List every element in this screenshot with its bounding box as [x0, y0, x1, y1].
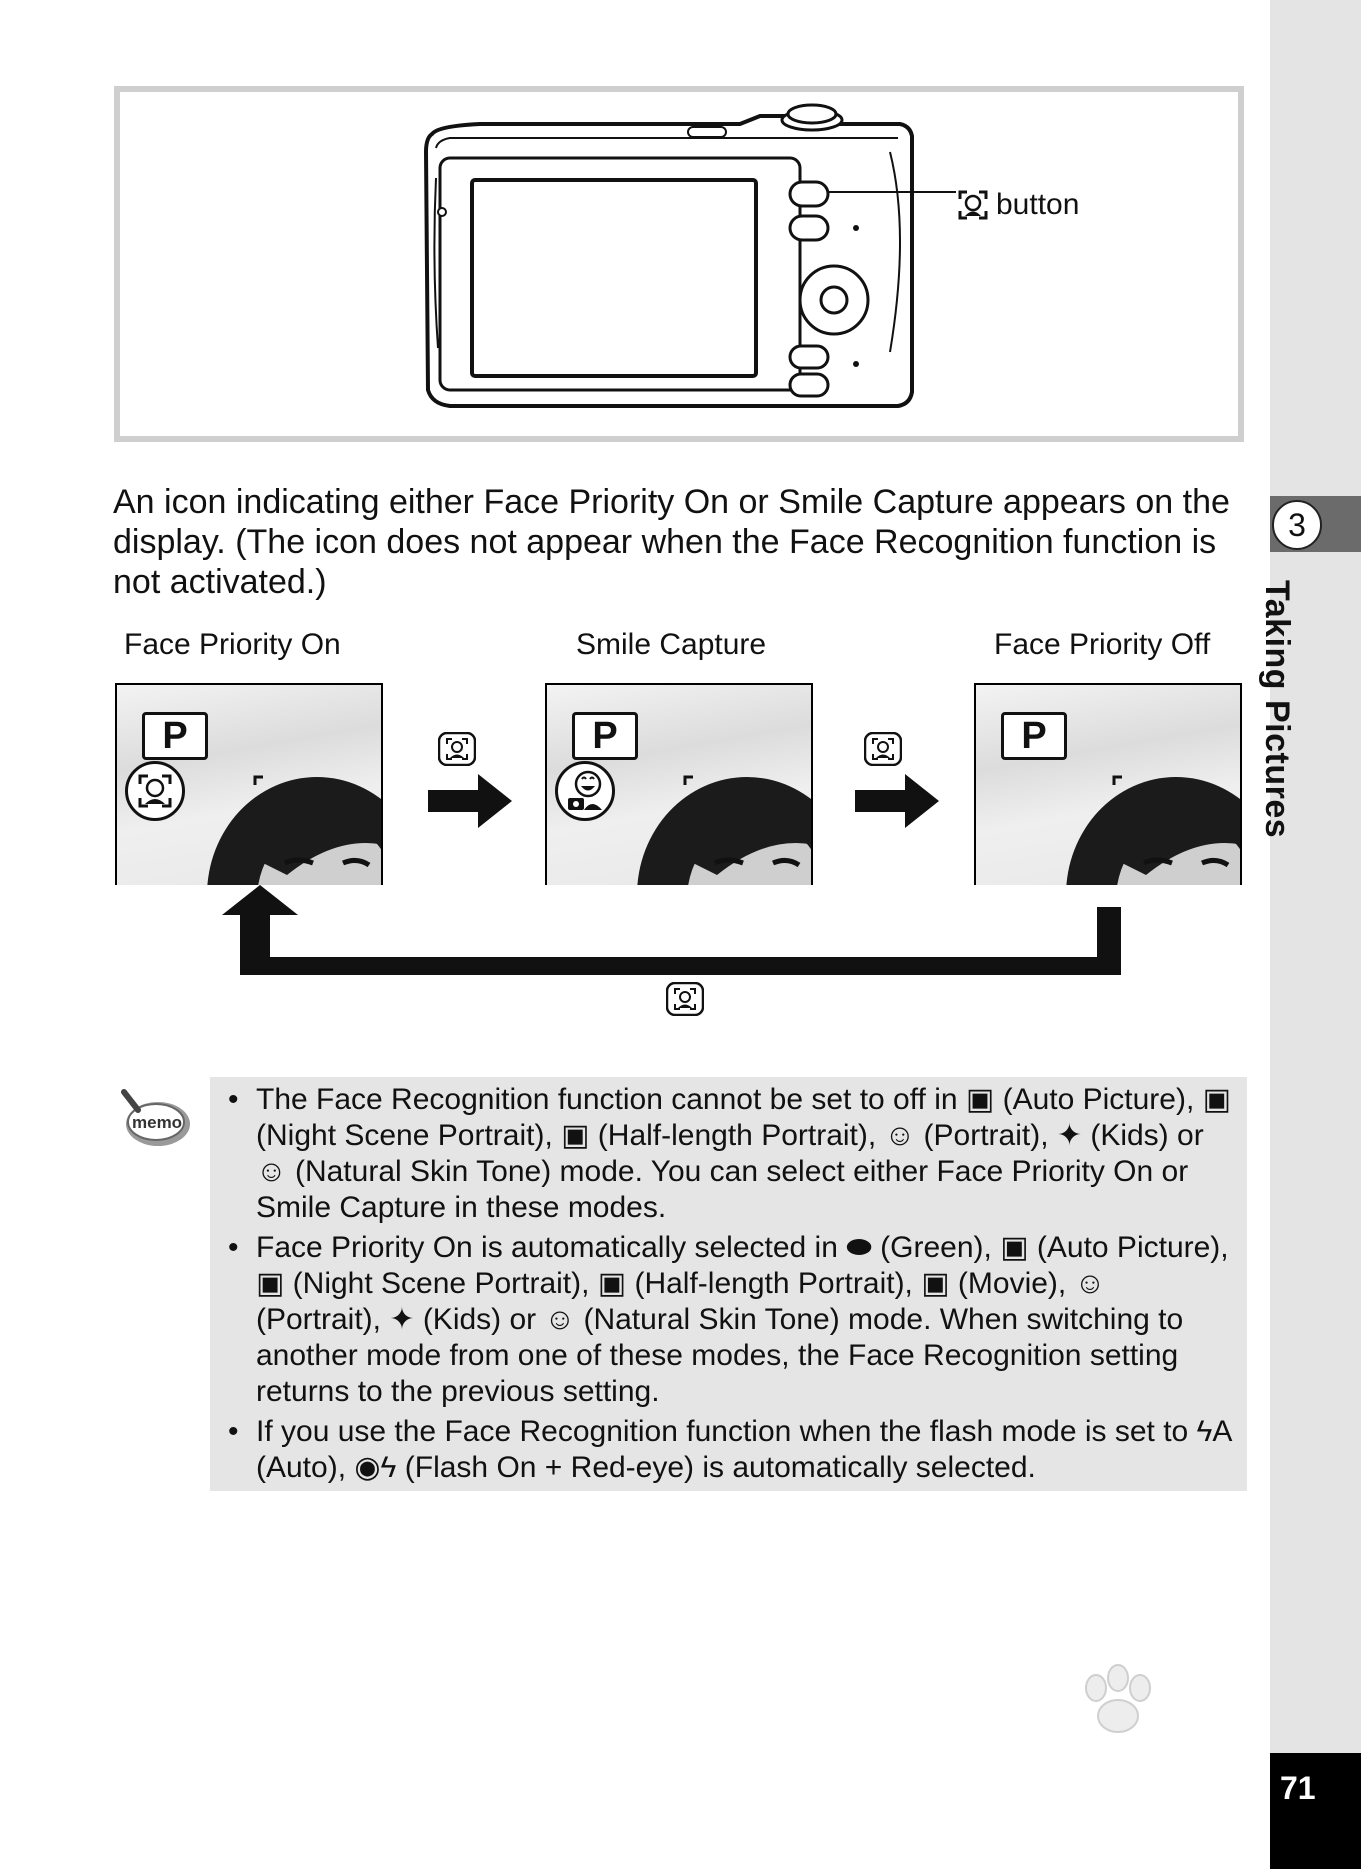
program-mode-badge: P — [142, 712, 208, 760]
mode-label-face-priority-on: Face Priority On — [124, 628, 341, 661]
memo-icon — [118, 1088, 192, 1150]
svg-text:memo: memo — [132, 1113, 183, 1132]
page-number: 71 — [1280, 1770, 1316, 1806]
side-tab-bar — [1270, 0, 1361, 1869]
memo-item: • If you use the Face Recognition function when the flash mode is set to ϟA (Auto), ◉ϟ (Flash On + Red-eye) is automatically selected. — [226, 1414, 1236, 1486]
arrow-right-icon — [855, 774, 939, 828]
button-caption: button — [996, 188, 1080, 221]
face-priority-icon — [125, 761, 185, 821]
face-recognition-icon — [864, 732, 902, 766]
arrow-right-icon — [428, 774, 512, 828]
memo-list — [226, 1082, 1236, 1490]
memo-item: • The Face Recognition function cannot be set to off in ▣ (Auto Picture), ▣ (Night Scene Portrait), ▣ (Half-length Portrait), ☺ (Portrait), ✦ (Kids) or ☺ (Natural Skin Tone) mode. You can select either Face Priority On or Smile Capture in these modes. — [226, 1082, 1236, 1226]
memo-item: • Face Priority On is automatically selected in ⬬ (Green), ▣ (Auto Picture), ▣ (Night Scene Portrait), ▣ (Half-length Portrait), ▣ (Movie), ☺ (Portrait), ✦ (Kids) or ☺ (Natural Skin Tone) mode. When switching to another mode from one of these modes, the Face Recognition setting returns to the previous setting. — [226, 1230, 1236, 1410]
face-recognition-icon — [666, 982, 704, 1016]
program-mode-badge: P — [572, 712, 638, 760]
intro-paragraph: An icon indicating either Face Priority On or Smile Capture appears on the display. (The icon does not appear when the Face Recognition function is not activated.) — [113, 483, 1230, 601]
chapter-number: 3 — [1272, 500, 1322, 550]
screen-face-priority-off — [974, 683, 1242, 885]
camera-back-illustration — [120, 92, 1238, 436]
screen-face-priority-on — [115, 683, 383, 885]
mode-label-smile-capture: Smile Capture — [576, 628, 767, 661]
return-arrow-icon — [220, 885, 1130, 985]
smile-capture-icon — [555, 761, 615, 821]
program-mode-badge: P — [1001, 712, 1067, 760]
screen-smile-capture — [545, 683, 813, 885]
chapter-title: Taking Pictures — [1258, 580, 1296, 839]
mode-label-face-priority-off: Face Priority Off — [994, 628, 1211, 661]
face-recognition-icon — [958, 190, 988, 220]
camera-figure — [114, 86, 1244, 442]
face-recognition-icon — [438, 732, 476, 766]
watermark-logo — [968, 1660, 1268, 1820]
camera-button-label — [958, 188, 1079, 222]
